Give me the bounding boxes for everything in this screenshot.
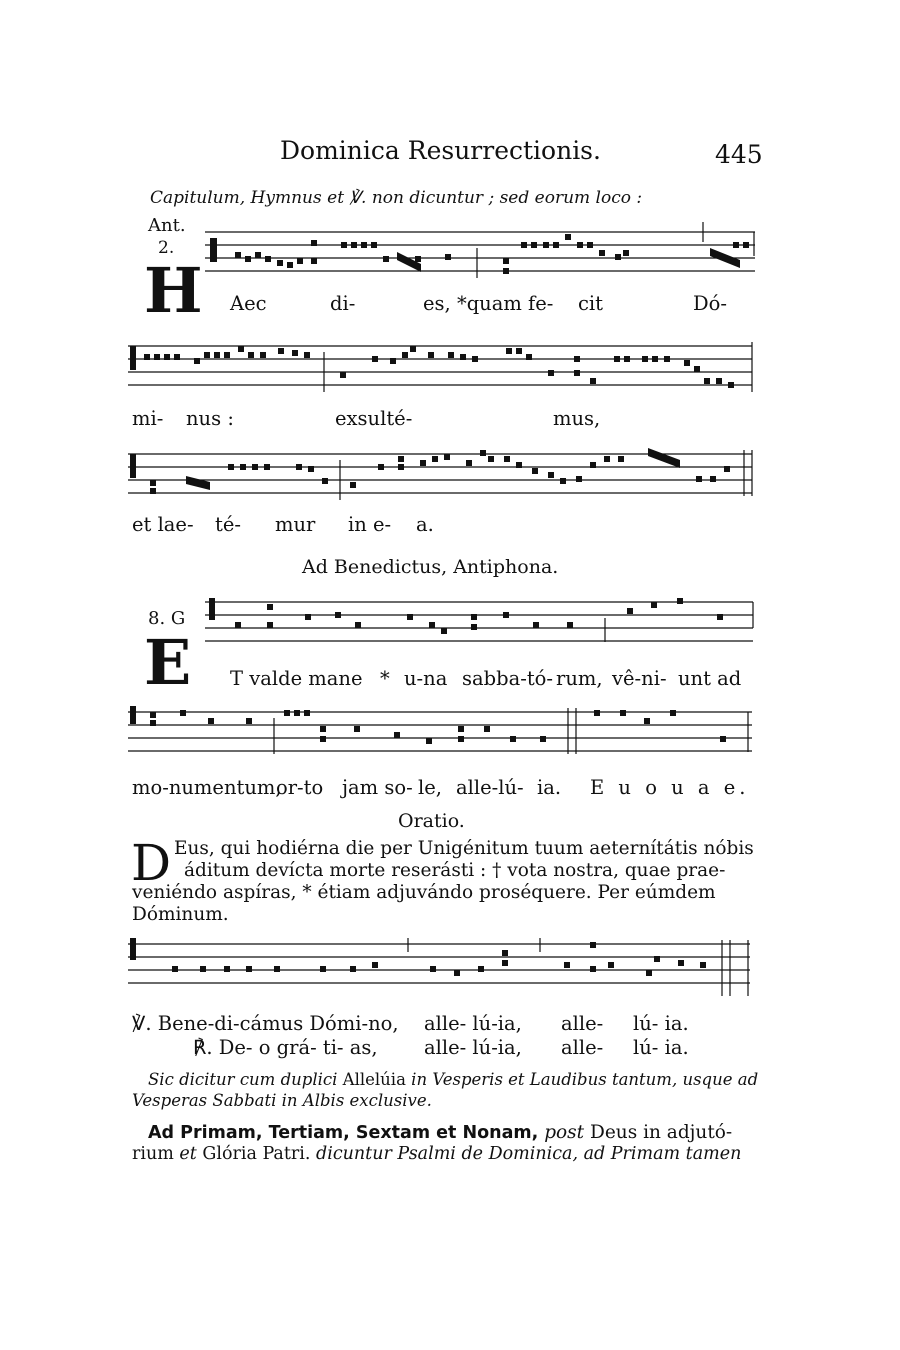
lyric-mo-numentum: mo-numentum, — [132, 776, 282, 799]
lyric-in-e: in e- — [348, 513, 392, 536]
benedictus-mode: 8. G — [148, 608, 186, 629]
response-r-alle-lu-ia: alle- lú-ia, — [424, 1036, 522, 1059]
oratio-heading: Oratio. — [398, 810, 465, 832]
rubric-alleluia-part-a: Sic dicitur cum duplici — [148, 1070, 338, 1089]
chant-staff-1 — [205, 228, 765, 288]
lyric-te: té- — [215, 513, 241, 536]
lyric-alle-lu: alle-lú- — [456, 776, 524, 799]
lyric-le: le, — [418, 776, 442, 799]
oratio-initial-d: D — [131, 834, 172, 892]
benedictus-initial-e: E — [144, 626, 192, 699]
rubric-alleluia-part-b: Allelúia — [342, 1070, 406, 1089]
antiphon-initial-h: H — [144, 254, 203, 327]
rubric-hours-et: et — [179, 1144, 197, 1164]
lyric-u-na: u-na — [404, 667, 448, 690]
response-r-lu-ia: lú- ia. — [633, 1036, 689, 1059]
rubric-top: Capitulum, Hymnus et ℣. non dicuntur ; sed eorum loco : — [150, 188, 643, 208]
rubric-alleluia-line-2: Vesperas Sabbati in Albis exclusive. — [132, 1091, 432, 1110]
lyric-do: Dó- — [693, 292, 727, 315]
chant-staff-6 — [128, 940, 758, 1004]
lyric-t-valde-mane: T valde mane — [230, 667, 363, 690]
lyric-a: a. — [416, 513, 434, 536]
lyric-rum: rum, — [556, 667, 603, 690]
chant-staff-4 — [205, 598, 765, 658]
lyric-unt-ad: unt ad — [678, 667, 742, 690]
rubric-hours-line-1 — [148, 1122, 732, 1143]
chant-staff-5 — [128, 708, 758, 772]
lyric-ve-ni: vê-ni- — [612, 667, 667, 690]
lyric-mus: mus, — [553, 407, 601, 430]
rubric-hours-bold: Ad Primam, Tertiam, Sextam et Nonam, — [148, 1123, 539, 1143]
lyric-ia: ia. — [537, 776, 562, 799]
oratio-line-2: áditum devícta morte reserásti : † vota nostra, quae prae- — [184, 860, 726, 881]
antiphon-label: Ant. — [148, 215, 186, 236]
lyric-sabba-to: sabba-tó- — [462, 667, 553, 690]
page-number: 445 — [715, 140, 763, 169]
benedictus-heading: Ad Benedictus, Antiphona. — [302, 556, 559, 578]
lyric-nus: nus : — [186, 407, 234, 430]
oratio-line-1: Eus, qui hodiérna die per Unigénitum tuum aeternítátis nóbis — [174, 838, 754, 859]
lyric-di: di- — [330, 292, 356, 315]
lyric-exsulte: exsulté- — [335, 407, 413, 430]
chant-staff-2 — [128, 342, 758, 406]
antiphon-mode: 2. — [158, 238, 175, 258]
chant-staff-3 — [128, 450, 758, 514]
lyric-mi: mi- — [132, 407, 164, 430]
rubric-hours-text-2a: rium — [132, 1144, 174, 1164]
rubric-alleluia-line-1 — [148, 1070, 758, 1089]
lyric-euouae: E u o u a e. — [590, 776, 750, 799]
oratio-line-3: veniéndo aspíras, * étiam adjuvándo proséquere. Per eúmdem — [132, 882, 716, 903]
rubric-hours-text-2b: Glória Patri. — [202, 1144, 311, 1164]
rubric-hours-line-2 — [132, 1144, 741, 1164]
lyric-et-lae: et lae- — [132, 513, 194, 536]
lyric-cit: cit — [578, 292, 603, 315]
lyric-es-quam-fe: es, *quam fe- — [423, 292, 554, 315]
oratio-line-4: Dóminum. — [132, 904, 229, 925]
versicle-v-text: ℣. Bene-di-cámus Dómi-no, — [132, 1012, 399, 1035]
versicle-v-lu-ia: lú- ia. — [633, 1012, 689, 1035]
page-title: Dominica Resurrectionis. — [280, 136, 601, 165]
lyric-mur: mur — [275, 513, 316, 536]
rubric-hours-text-2c: dicuntur Psalmi de Dominica, ad Primam tamen — [316, 1144, 742, 1164]
response-r-alle: alle- — [561, 1036, 604, 1059]
lyric-jam-so: jam so- — [342, 776, 413, 799]
lyric-aec: Aec — [230, 292, 267, 315]
versicle-v-alle-lu-ia: alle- lú-ia, — [424, 1012, 522, 1035]
rubric-alleluia-part-c: in Vesperis et Laudibus tantum, usque ad — [411, 1070, 759, 1089]
response-r-text: ℟. De- o grá- ti- as, — [193, 1036, 378, 1059]
rubric-hours-post: post — [544, 1122, 585, 1143]
lyric-asterisk: * — [380, 667, 390, 690]
rubric-hours-text-1: Deus in adjutó- — [590, 1122, 733, 1143]
versicle-v-alle: alle- — [561, 1012, 604, 1035]
lyric-or-to: or-to — [276, 776, 324, 799]
